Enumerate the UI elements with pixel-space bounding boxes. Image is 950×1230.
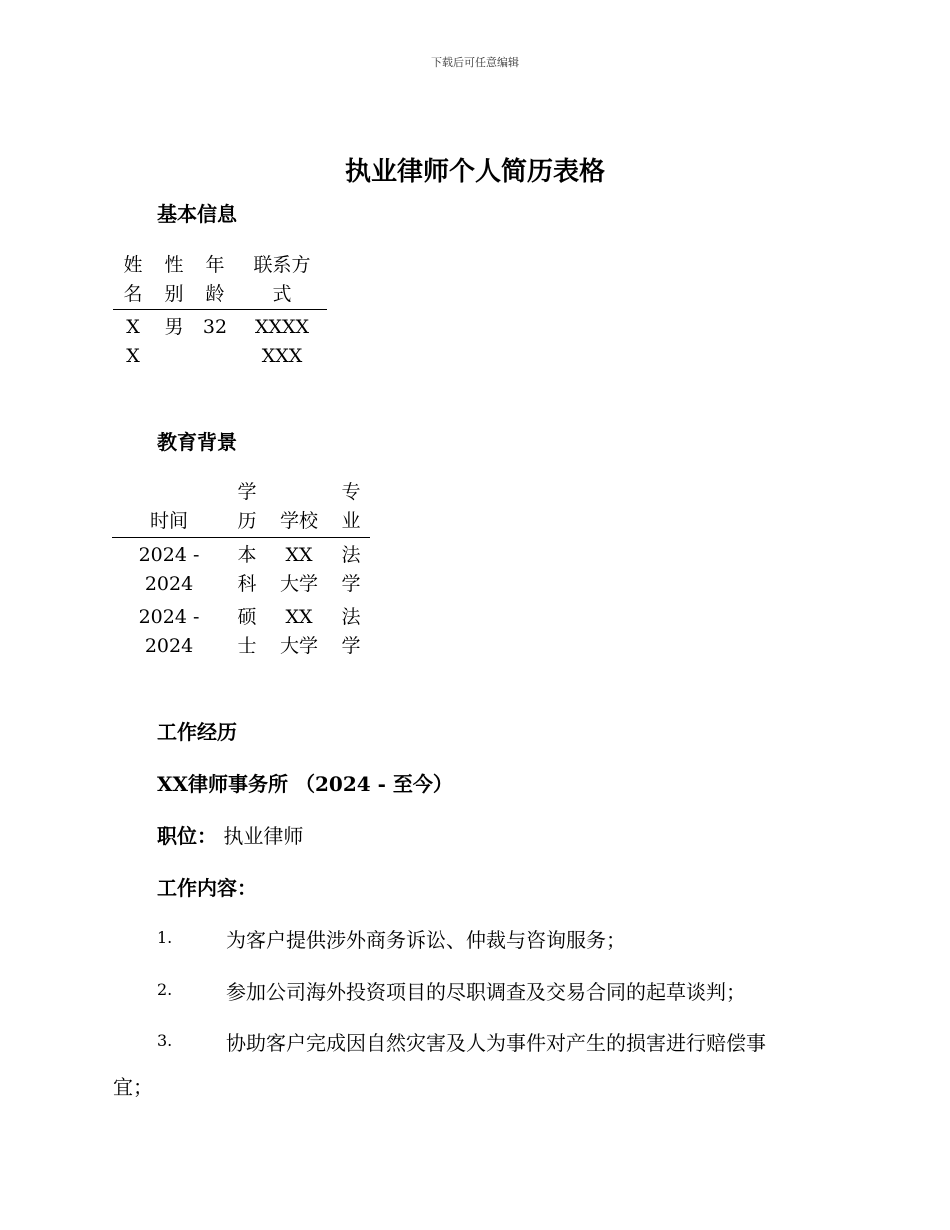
header-cell-name	[115, 251, 151, 309]
cell-text: 32	[202, 316, 228, 338]
cell-text: 科	[237, 573, 257, 595]
table-rule	[112, 537, 370, 538]
table-row-2-school	[272, 603, 326, 661]
cell-gender-value	[156, 313, 192, 342]
header-text	[272, 478, 326, 507]
header-cell-major	[334, 478, 368, 536]
table-rule	[113, 309, 327, 310]
header-text: 时间	[149, 510, 188, 532]
table-row-2-time	[130, 603, 208, 661]
page-header-note: 下载后可任意编辑	[431, 56, 519, 69]
list-item: 协助客户完成因自然灾害及人为事件对产生的损害进行赔偿事	[226, 1031, 766, 1055]
header-text	[130, 478, 208, 507]
position-value: 执业律师	[223, 824, 304, 848]
cell-text: 硕	[237, 606, 257, 628]
cell-text: XXXX	[254, 316, 310, 338]
header-text: 学	[237, 481, 257, 503]
work-content-label: 工作内容：	[157, 876, 257, 900]
table-row-1-degree	[230, 541, 264, 599]
header-text: 历	[237, 510, 257, 532]
header-text: 联系方	[253, 254, 311, 276]
section-heading-education: 教育背景	[157, 430, 237, 454]
cell-text: 学	[341, 635, 361, 657]
cell-text: 法	[341, 606, 361, 628]
cell-age-value	[197, 313, 233, 342]
cell-text: XX	[285, 606, 313, 628]
position-label: 职位：	[157, 824, 217, 848]
cell-text: 2024	[144, 573, 194, 595]
list-item-continuation: 宜；	[113, 1075, 153, 1099]
list-item: 参加公司海外投资项目的尽职调查及交易合同的起草谈判；	[226, 980, 746, 1004]
table-row-2-major	[334, 603, 368, 661]
cell-text: 大学	[279, 573, 318, 595]
cell-text: X	[126, 316, 140, 338]
list-item-number: 1.	[157, 928, 173, 947]
document-title: 执业律师个人简历表格	[344, 157, 605, 187]
header-cell-contact	[240, 251, 324, 309]
position-line	[157, 820, 303, 849]
list-item-number: 3.	[157, 1031, 173, 1050]
table-row-1-time	[130, 541, 208, 599]
table-row-2-degree	[230, 603, 264, 661]
header-text: 学校	[279, 510, 318, 532]
header-cell-degree	[230, 478, 264, 536]
header-text: 性	[164, 254, 184, 276]
header-cell-time	[130, 478, 208, 536]
cell-text: XXX	[261, 345, 303, 367]
cell-text: 学	[341, 573, 361, 595]
header-text: 式	[272, 283, 292, 305]
header-text: 龄	[205, 283, 225, 305]
cell-text: 2024 -	[138, 606, 200, 628]
header-text: 别	[164, 283, 184, 305]
cell-text: 2024	[144, 635, 194, 657]
list-item-number: 2.	[157, 980, 173, 999]
header-text: 姓	[123, 254, 143, 276]
cell-contact-value	[240, 313, 324, 371]
cell-text: 大学	[279, 635, 318, 657]
firm-line: XX律师事务所 （2024 - 至今）	[157, 772, 453, 796]
cell-name-value	[115, 313, 151, 371]
header-text: 专	[341, 481, 361, 503]
header-text: 业	[341, 510, 361, 532]
header-cell-age	[197, 251, 233, 309]
table-row-1-major	[334, 541, 368, 599]
header-text: 名	[123, 283, 143, 305]
header-text: 年	[205, 254, 225, 276]
section-heading-work: 工作经历	[157, 720, 237, 744]
section-heading-basic-info: 基本信息	[157, 202, 237, 226]
table-row-1-school	[272, 541, 326, 599]
cell-text: X	[126, 345, 140, 367]
cell-text: 法	[341, 544, 361, 566]
cell-text: 男	[164, 316, 184, 338]
header-cell-gender	[156, 251, 192, 309]
cell-text: XX	[285, 544, 313, 566]
cell-text: 士	[237, 635, 257, 657]
cell-text: 本	[237, 544, 257, 566]
header-cell-school	[272, 478, 326, 536]
cell-text: 2024 -	[138, 544, 200, 566]
list-item: 为客户提供涉外商务诉讼、仲裁与咨询服务；	[226, 928, 626, 952]
